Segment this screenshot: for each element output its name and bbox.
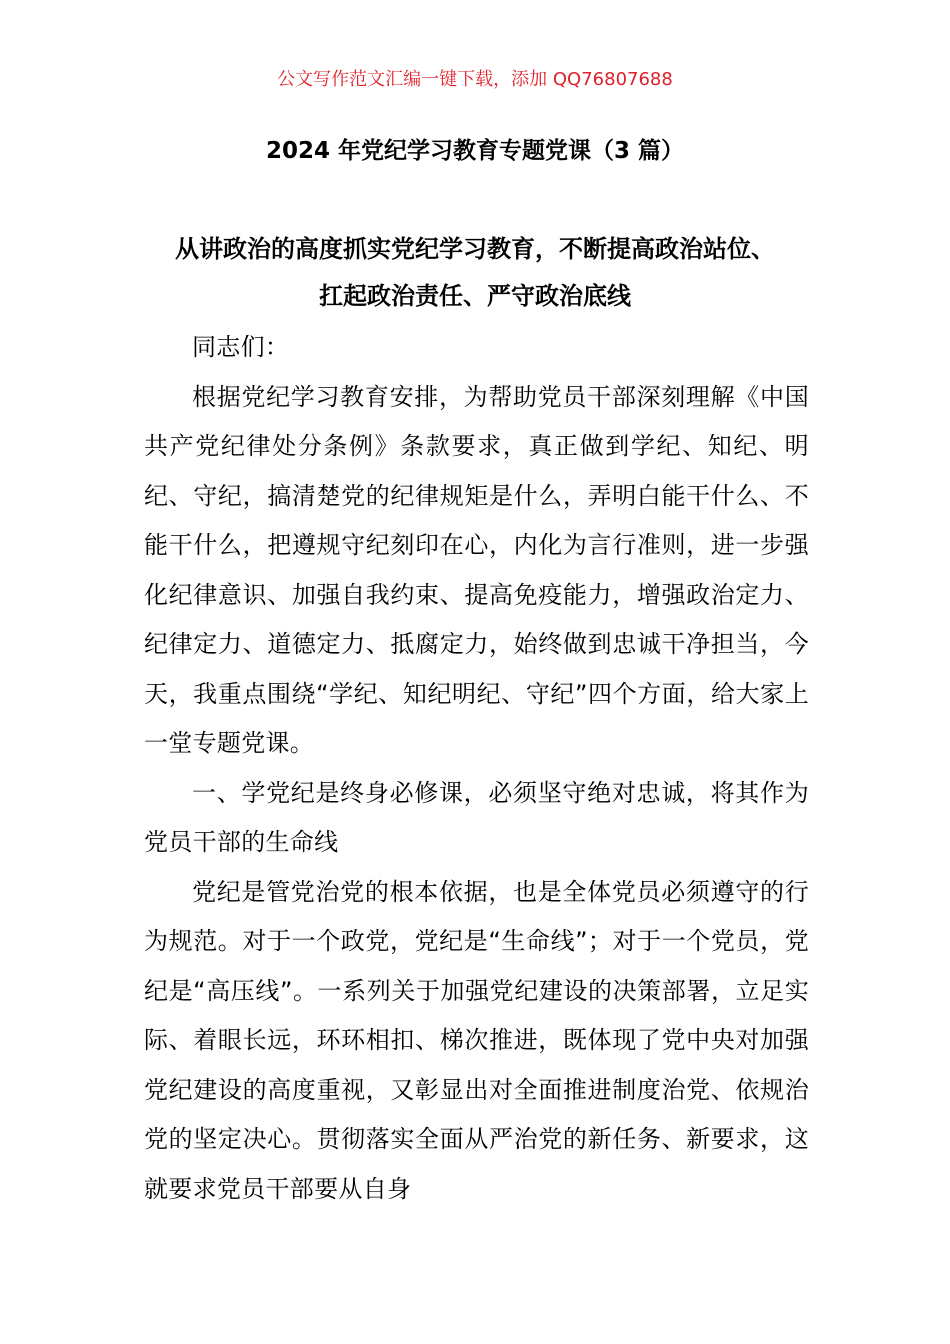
subtitle-line-2: 扛起政治责任、严守政治底线 bbox=[319, 282, 631, 310]
intro-paragraph: 根据党纪学习教育安排，为帮助党员干部深刻理解《中国共产党纪律处分条例》条款要求，真正做到学纪、知纪、明纪、守纪，搞清楚党的纪律规矩是什么，弄明白能干什么、不能干什么，把遵规守纪刻印在心，内化为言行准则，进一步强化纪律意识、加强自我约束、提高免疫能力，增强政治定力、纪律定力、道德定力、抵腐定力，始终做到忠诚干净担当，今天，我重点围绕“学纪、知纪明纪、守纪”四个方面，给大家上一堂专题党课。 bbox=[144, 382, 809, 757]
subtitle-line-1: 从讲政治的高度抓实党纪学习教育，不断提高政治站位、 bbox=[175, 235, 775, 263]
lecture-subtitle bbox=[120, 226, 830, 320]
download-promo-note: 公文写作范文汇编一键下载，添加 QQ76807688 bbox=[277, 69, 673, 90]
section-heading-paragraph: 一、学党纪是终身必修课，必须坚守绝对忠诚，将其作为党员干部的生命线 bbox=[144, 778, 809, 856]
document-body bbox=[144, 323, 809, 1214]
body-paragraph: 党纪是管党治党的根本依据，也是全体党员必须遵守的行为规范。对于一个政党，党纪是“生命线”；对于一个党员，党纪是“高压线”。一系列关于加强党纪建设的决策部署，立足实际、着眼长远，环环相扣、梯次推进，既体现了党中央对加强党纪建设的高度重视，又彰显出对全面推进制度治党、依规治党的坚定决心。贯彻落实全面从严治党的新任务、新要求，这就要求党员干部要从自身 bbox=[144, 877, 809, 1203]
salutation-paragraph: 同志们： bbox=[192, 333, 290, 361]
document-title: 2024 年党纪学习教育专题党课（3 篇） bbox=[265, 138, 685, 164]
